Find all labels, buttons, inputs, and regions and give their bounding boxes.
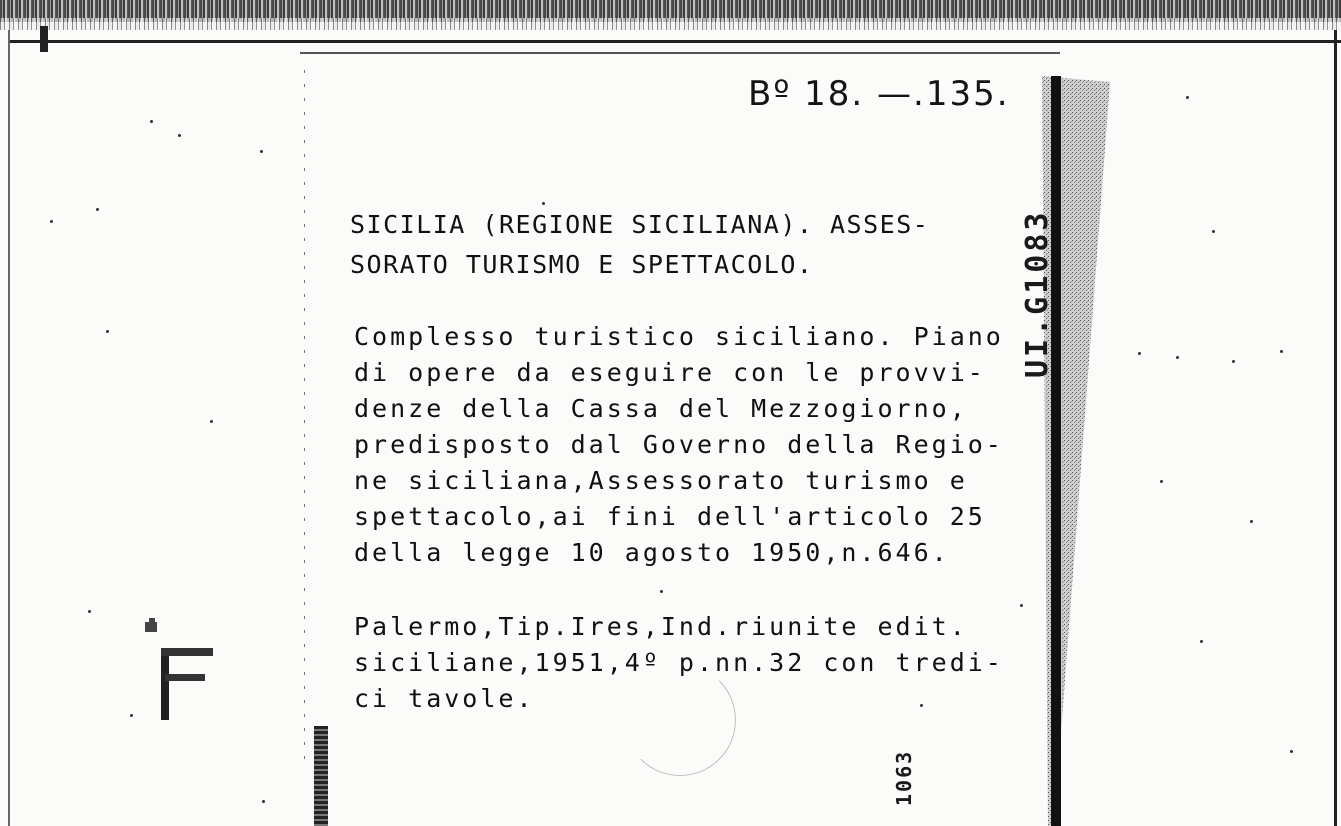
- scan-speck: [1200, 640, 1203, 643]
- scan-speck: [178, 134, 181, 137]
- side-stamp: [968, 208, 1055, 378]
- card-edge-bar: [1051, 76, 1061, 826]
- card-body-line: ne siciliana,Assessorato turismo e: [354, 466, 968, 495]
- scan-speck: [1138, 352, 1141, 355]
- card-body-line: di opere da eseguire con le provvi-: [354, 358, 986, 387]
- card-imprint-line: siciliane,1951,4º p.nn.32 con tredi-: [354, 648, 1004, 677]
- faint-circle-stamp: [624, 664, 736, 776]
- scan-speck: [88, 610, 91, 613]
- card-body-line: denze della Cassa del Mezzogiorno,: [354, 394, 968, 423]
- scan-speck: [106, 330, 109, 333]
- scan-speck: [1176, 356, 1179, 359]
- card-body-line: della legge 10 agosto 1950,n.646.: [354, 538, 950, 567]
- scan-speck: [1290, 750, 1293, 753]
- card-heading-line: SORATO TURISMO E SPETTACOLO.: [350, 250, 814, 279]
- scan-speck: [130, 714, 133, 717]
- scan-speck: [210, 420, 213, 423]
- scan-speck: [96, 208, 99, 211]
- side-stamp-text: UI.G1083: [1020, 209, 1055, 378]
- scan-speck: [542, 202, 545, 205]
- scan-speck: [660, 590, 663, 593]
- scan-speck: [1186, 96, 1189, 99]
- card-tab-mark: [40, 26, 48, 52]
- card-left-border: [8, 30, 10, 826]
- scan-speck: [1212, 230, 1215, 233]
- card-body-line: Complesso turistico siciliano. Piano: [354, 322, 1004, 351]
- scan-speck: [1020, 604, 1023, 607]
- scan-speck: [260, 150, 263, 153]
- card-imprint-line: Palermo,Tip.Ires,Ind.riunite edit.: [354, 612, 968, 641]
- bottom-stamp: [858, 716, 916, 816]
- scan-speck: [1250, 520, 1253, 523]
- scan-speck: [1160, 480, 1163, 483]
- reference-number: Bº 18. —.135.: [748, 74, 1010, 114]
- scan-speck: [1232, 360, 1235, 363]
- card-top-border: [8, 40, 1341, 43]
- card-body-line: spettacolo,ai fini dell'articolo 25: [354, 502, 986, 531]
- card-heading-line: SICILIA (REGIONE SICILIANA). ASSES-: [350, 210, 930, 239]
- card-top-border-inner: [300, 52, 1060, 54]
- scan-speck: [50, 220, 53, 223]
- card-divider-dotted: [304, 70, 305, 770]
- scan-speck: [262, 800, 265, 803]
- card-right-border: [1334, 30, 1337, 826]
- card-imprint-line: ci tavole.: [354, 684, 535, 713]
- bottom-stamp-text: 1063: [892, 749, 916, 806]
- card-body-line: predisposto dal Governo della Regio-: [354, 430, 1004, 459]
- f-stamp-mark: [145, 618, 225, 728]
- scan-top-edge-noise: [0, 18, 1341, 30]
- scan-speck: [920, 704, 923, 707]
- scan-speck: [1280, 350, 1283, 353]
- scan-speck: [150, 120, 153, 123]
- card-lower-edge: [314, 726, 328, 826]
